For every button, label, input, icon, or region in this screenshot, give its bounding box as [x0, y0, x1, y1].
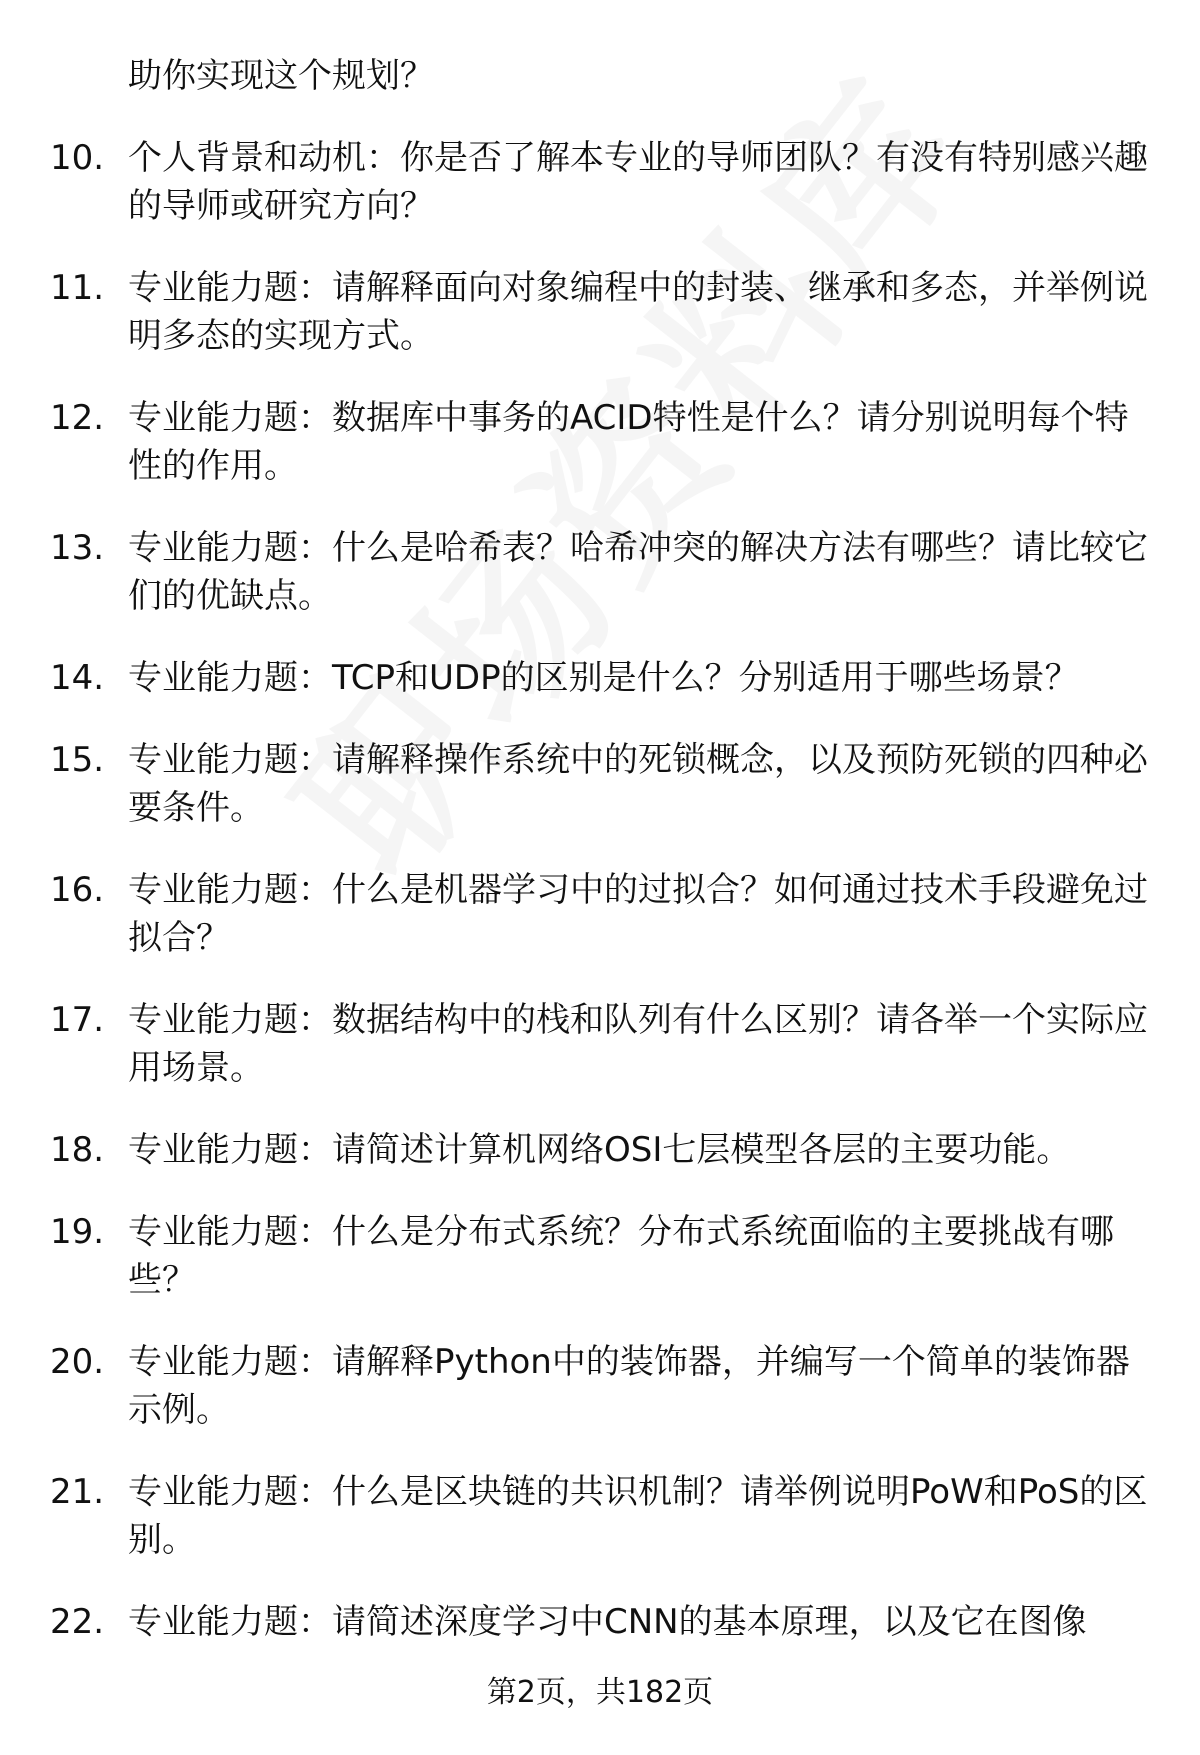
item-text: 专业能力题：什么是机器学习中的过拟合？如何通过技术手段避免过拟合？: [128, 870, 1148, 958]
item-text: 专业能力题：什么是区块链的共识机制？请举例说明PoW和PoS的区别。: [128, 1472, 1148, 1560]
list-item: [50, 394, 1160, 490]
item-number: 11.: [50, 268, 105, 308]
page-footer: 第2页，共182页: [486, 1675, 714, 1710]
list-item: [50, 996, 1160, 1092]
item-text: 专业能力题：什么是哈希表？哈希冲突的解决方法有哪些？请比较它们的优缺点。: [128, 528, 1148, 616]
item-text: 专业能力题：请简述深度学习中CNN的基本原理，以及它在图像: [128, 1602, 1087, 1642]
item-text: 专业能力题：请解释操作系统中的死锁概念，以及预防死锁的四种必要条件。: [128, 740, 1148, 828]
item-text: 专业能力题：数据库中事务的ACID特性是什么？请分别说明每个特性的作用。: [128, 398, 1129, 486]
item-number: 22.: [50, 1602, 105, 1642]
item-number: 14.: [50, 658, 105, 698]
item-number: 18.: [50, 1130, 105, 1170]
list-item: [50, 654, 1160, 702]
list-item: [50, 1468, 1160, 1564]
item-number: 16.: [50, 870, 105, 910]
item-number: 12.: [50, 398, 105, 438]
item-number: 19.: [50, 1212, 105, 1252]
item-text: 专业能力题：请解释面向对象编程中的封装、继承和多态，并举例说明多态的实现方式。: [128, 268, 1148, 356]
item-text: 专业能力题：数据结构中的栈和队列有什么区别？请各举一个实际应用场景。: [128, 1000, 1148, 1088]
list-item: [50, 1598, 1160, 1646]
list-item: [50, 1338, 1160, 1434]
item-text: 专业能力题：请简述计算机网络OSI七层模型各层的主要功能。: [128, 1130, 1071, 1170]
item-number: 21.: [50, 1472, 105, 1512]
item-text: 个人背景和动机：你是否了解本专业的导师团队？有没有特别感兴趣的导师或研究方向？: [128, 138, 1148, 226]
item-number: 17.: [50, 1000, 105, 1040]
item-number: 20.: [50, 1342, 105, 1382]
list-item: [50, 736, 1160, 832]
item-text: 专业能力题：请解释Python中的装饰器，并编写一个简单的装饰器示例。: [128, 1342, 1130, 1430]
item-number: 10.: [50, 138, 105, 178]
item-text: 专业能力题：TCP和UDP的区别是什么？分别适用于哪些场景？: [128, 658, 1079, 698]
list-item: [50, 1126, 1160, 1174]
list-item: [50, 524, 1160, 620]
item-number: 15.: [50, 740, 105, 780]
list-item: [50, 1208, 1160, 1304]
continuation-text: 助你实现这个规划？: [128, 56, 434, 96]
item-text: 专业能力题：什么是分布式系统？分布式系统面临的主要挑战有哪些？: [128, 1212, 1114, 1300]
question-list: [50, 52, 1160, 1680]
list-item: [50, 264, 1160, 360]
item-number: 13.: [50, 528, 105, 568]
list-item: [50, 866, 1160, 962]
list-item: [50, 134, 1160, 230]
